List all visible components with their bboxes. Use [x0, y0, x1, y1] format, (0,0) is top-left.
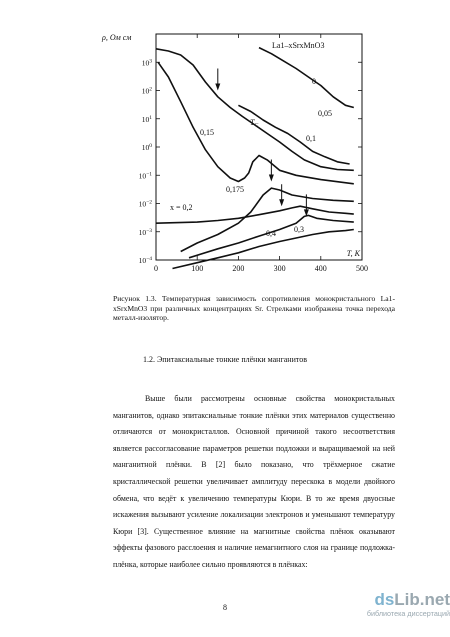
series-line	[238, 105, 349, 164]
page-number: 8	[223, 603, 227, 612]
x-tick-label: 100	[191, 264, 204, 273]
y-tick-label: $10^{-1}$	[138, 171, 152, 181]
body-paragraph: Выше были рассмотрены основные свойства монокристальных манганитов, однако эпитаксиальные тонкие плёнки этих материалов существенно отличаются от монокристаллов. Основной причиной такого несоответствия является рассогласование параметров решетки подложки и выращиваемой на ней манганитной плёнки. В [2] было показано, что трёхмерное сжатие кристаллической решетки увеличивает амплитуду перескока в модели двойного обмена, что ведёт к увеличению температуры Кюри. В то же время двуосные искажения вызывают усиление локализации электронов и уменьшают температуру Кюри [3]. Существенное влияние на магнитные свойства плёнок оказывают эффекты фазового расслоения и наличие немагнитного слоя на границе подложка-плёнка, которые наиболее сильно проявляются в плёнках:	[113, 394, 395, 569]
x-tick-label: 300	[273, 264, 286, 273]
watermark	[354, 591, 450, 618]
x-tick-label: 0	[154, 264, 158, 273]
formula-label: La1–xSrxMnO3	[272, 41, 325, 50]
resistivity-chart	[100, 26, 376, 288]
series-label: 0	[312, 77, 316, 86]
transition-arrowhead	[269, 175, 274, 182]
watermark-logo: ds	[374, 590, 395, 609]
series-label: 0,15	[200, 128, 214, 137]
series-label: x = 0,2	[170, 203, 193, 212]
series-label: 0,05	[318, 109, 332, 118]
y-tick-label: $10^1$	[141, 114, 152, 124]
curie-temperature-label: TC	[250, 118, 259, 129]
transition-arrowhead	[215, 84, 220, 91]
y-tick-label: $10^{-3}$	[138, 227, 152, 237]
series-label: 0,3	[294, 225, 304, 234]
section-heading: 1.2. Эпитаксиальные тонкие плёнки манганитов	[142, 355, 308, 364]
x-tick-label: 500	[356, 264, 368, 273]
series-line	[259, 48, 354, 108]
figure-caption: Рисунок 1.3. Температурная зависимость сопротивления монокристального La1-xSrxMnO3 при различных концентрациях Sr. Стрелками изображена точка перехода металл-изолятор.	[113, 294, 395, 323]
body-text	[113, 391, 395, 574]
watermark-site: dsLib.net	[374, 590, 450, 609]
transition-arrowhead	[279, 199, 284, 206]
watermark-tagline: библиотека диссертаций	[366, 609, 450, 618]
y-tick-label: $10^{-2}$	[138, 199, 152, 209]
x-axis-label: T, K	[346, 249, 360, 258]
y-tick-label: $10^3$	[141, 58, 152, 68]
x-tick-label: 200	[232, 264, 245, 273]
y-tick-label: $10^{-4}$	[138, 256, 152, 265]
y-tick-label: $10^2$	[141, 86, 152, 96]
y-axis-label: ρ, Ом см	[102, 33, 132, 42]
x-tick-label: 400	[314, 264, 327, 273]
series-label: 0,175	[226, 185, 244, 194]
plot-frame	[156, 34, 362, 260]
series-label: 0,1	[306, 134, 316, 143]
y-tick-label: $10^0$	[141, 143, 152, 152]
series-label: 0,4	[266, 229, 276, 238]
